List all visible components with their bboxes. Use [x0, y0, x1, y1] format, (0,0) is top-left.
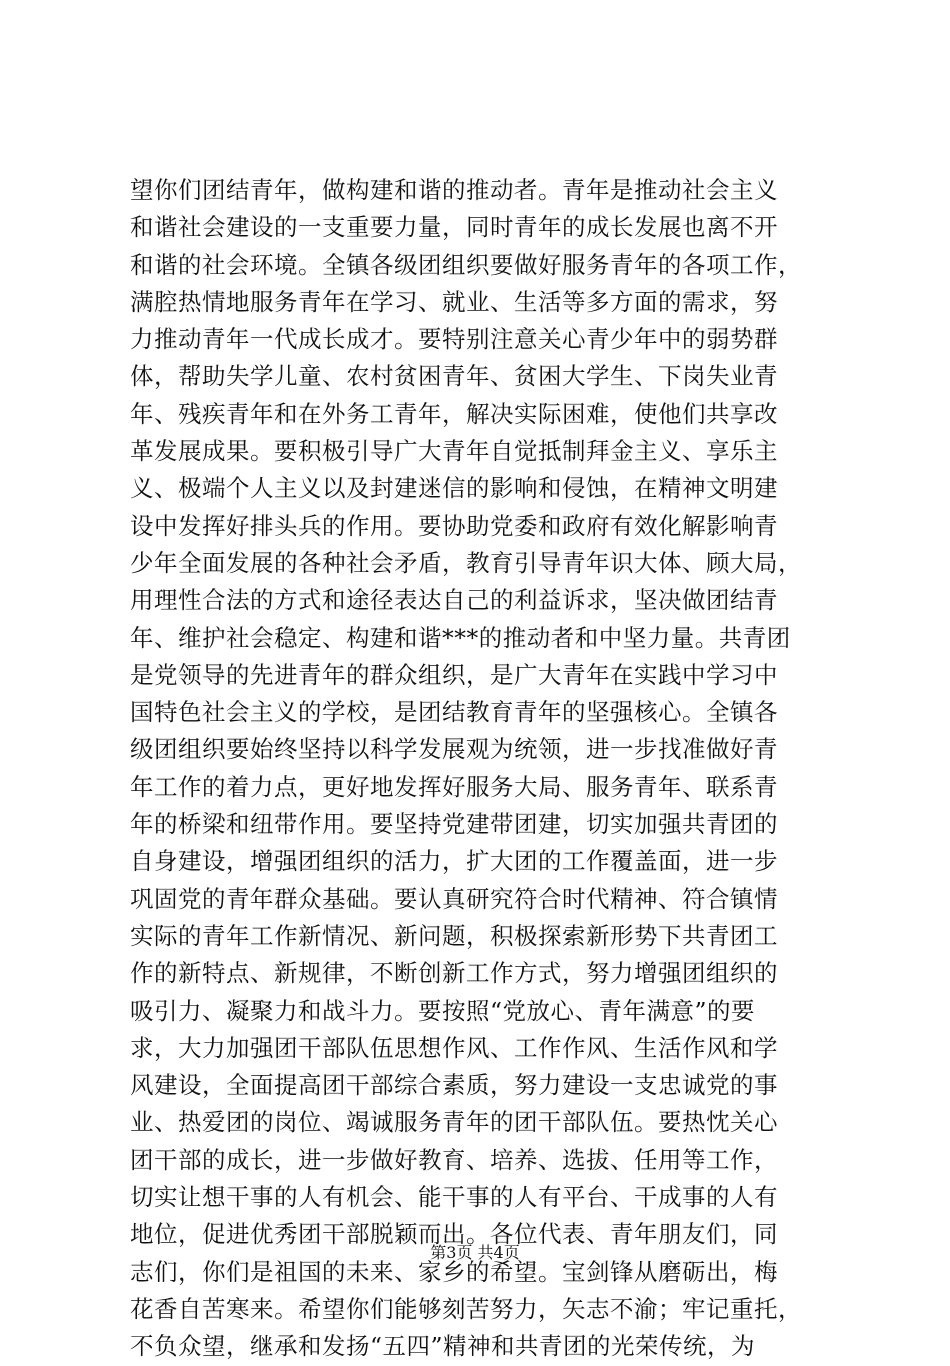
text-line: 实际的青年工作新情况、新问题，积极探索新形势下共青团工 — [130, 921, 778, 950]
text-line: 革发展成果。要积极引导广大青年自觉抵制拜金主义、享乐主 — [130, 437, 778, 466]
text-line: 少年全面发展的各种社会矛盾，教育引导青年识大体、顾大局， — [130, 548, 802, 577]
text-line: 地位，促进优秀团干部脱颖而出。各位代表、青年朋友们，同 — [130, 1220, 778, 1249]
text-line: 风建设，全面提高团干部综合素质，努力建设一支忠诚党的事 — [130, 1071, 778, 1100]
text-line: 设中发挥好排头兵的作用。要协助党委和政府有效化解影响青 — [130, 511, 778, 540]
text-line: 年、维护社会稳定、构建和谐***的推动者和中坚力量。共青团 — [130, 623, 791, 652]
text-line: 巩固党的青年群众基础。要认真研究符合时代精神、符合镇情 — [130, 884, 778, 913]
text-line: 望你们团结青年，做构建和谐的推动者。青年是推动社会主义 — [130, 176, 778, 204]
text-line: 满腔热情地服务青年在学习、就业、生活等多方面的需求，努 — [130, 287, 778, 316]
text-line: 年工作的着力点，更好地发挥好服务大局、服务青年、联系青 — [130, 772, 778, 801]
text-line: 年的桥梁和纽带作用。要坚持党建带团建，切实加强共青团的 — [130, 810, 778, 839]
text-line: 吸引力、凝聚力和战斗力。要按照“党放心、青年满意”的要 — [130, 996, 756, 1025]
text-line: 花香自苦寒来。希望你们能够刻苦努力，矢志不渝；牢记重托， — [130, 1294, 802, 1323]
text-line: 不负众望，继承和发扬“五四”精神和共青团的光荣传统，为 — [130, 1332, 756, 1361]
text-line: 作的新特点、新规律，不断创新工作方式，努力增强团组织的 — [130, 959, 778, 988]
text-line: 力推动青年一代成长成才。要特别注意关心青少年中的弱势群 — [130, 325, 778, 354]
text-line: 自身建设，增强团组织的活力，扩大团的工作覆盖面，进一步 — [130, 847, 778, 876]
text-line: 切实让想干事的人有机会、能干事的人有平台、干成事的人有 — [130, 1183, 778, 1212]
text-line: 团干部的成长，进一步做好教育、培养、选拔、任用等工作， — [130, 1145, 778, 1174]
body-text — [130, 172, 830, 1366]
text-line: 是党领导的先进青年的群众组织，是广大青年在实践中学习中 — [130, 660, 778, 689]
text-line: 义、极端个人主义以及封建迷信的影响和侵蚀，在精神文明建 — [130, 474, 778, 503]
text-line: 求，大力加强团干部队伍思想作风、工作作风、生活作风和学 — [130, 1033, 778, 1062]
text-line: 国特色社会主义的学校，是团结教育青年的坚强核心。全镇各 — [130, 698, 778, 727]
text-line: 和谐社会建设的一支重要力量，同时青年的成长发展也离不开 — [130, 213, 778, 242]
text-line: 年、残疾青年和在外务工青年，解决实际困难，使他们共享改 — [130, 399, 778, 428]
text-line: 志们，你们是祖国的未来、家乡的希望。宝剑锋从磨砺出，梅 — [130, 1257, 778, 1286]
text-line: 用理性合法的方式和途径表达自己的利益诉求，坚决做团结青 — [130, 586, 778, 615]
text-line: 体，帮助失学儿童、农村贫困青年、贫困大学生、下岗失业青 — [130, 362, 778, 391]
text-line: 级团组织要始终坚持以科学发展观为统领，进一步找准做好青 — [130, 735, 778, 764]
text-line: 业、热爱团的岗位、竭诚服务青年的团干部队伍。要热忱关心 — [130, 1108, 778, 1137]
page-number-footer: 第3页 共4页 — [430, 1243, 520, 1262]
text-line: 和谐的社会环境。全镇各级团组织要做好服务青年的各项工作， — [130, 250, 802, 279]
